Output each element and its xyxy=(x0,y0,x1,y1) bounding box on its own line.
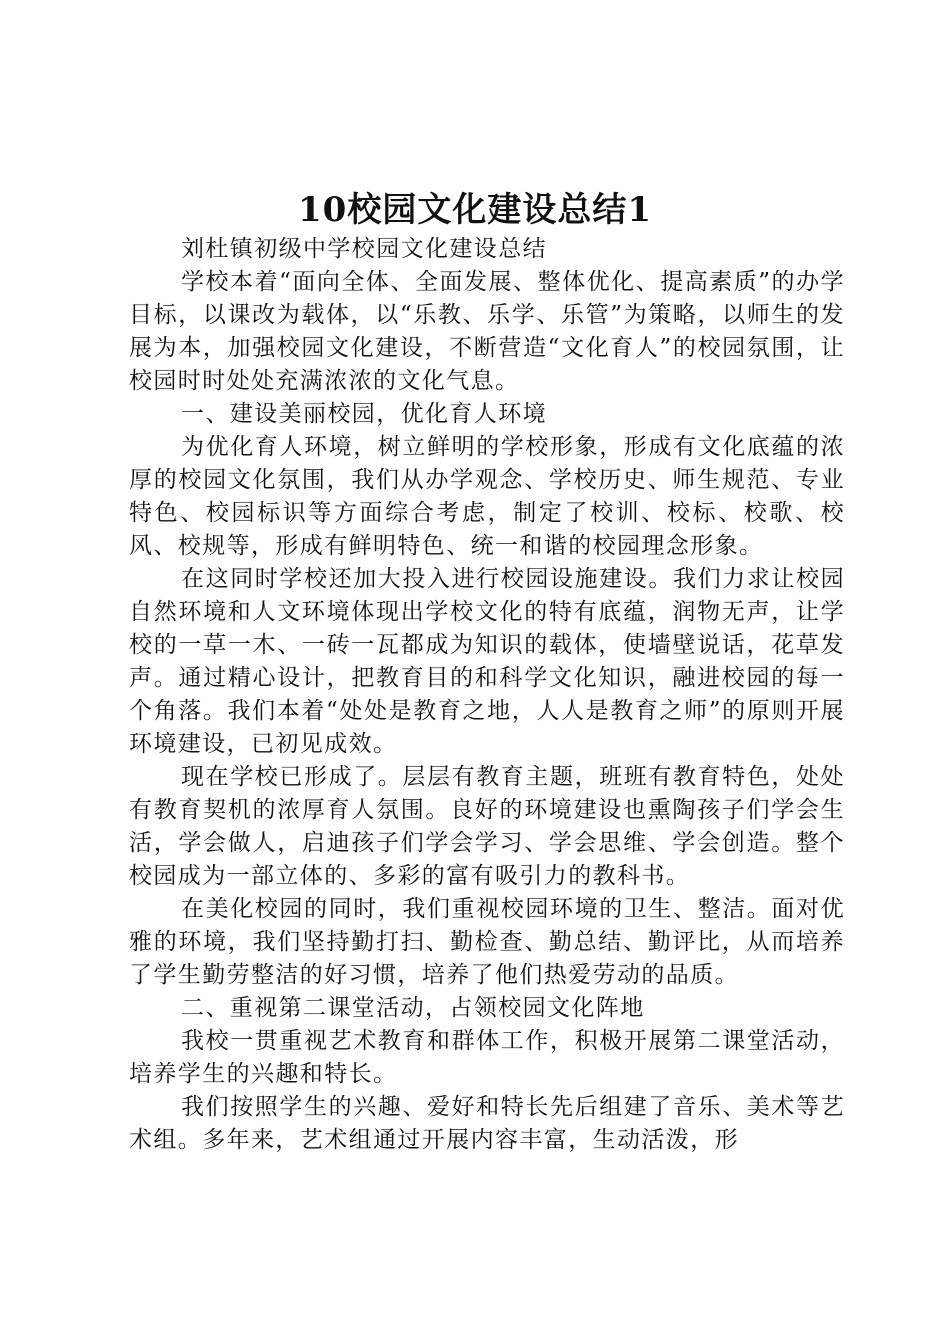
paragraph-subtitle: 刘杜镇初级中学校园文化建设总结 xyxy=(181,236,547,262)
paragraph-intro: 学校本着“面向全体、全面发展、整体优化、提高素质”的办学目标，以课改为载体，以“乐教、乐学、乐管”为策略，以师生的发展为本，加强校园文化建设，不断营造“文化育人”的校园氛围，让校园时时处处充满浓浓的文化气息。 xyxy=(129,269,845,394)
section-heading-2: 二、重视第二课堂活动，占领校园文化阵地 xyxy=(181,995,645,1021)
paragraph: 在美化校园的同时，我们重视校园环境的卫生、整洁。面对优雅的环境，我们坚持勤打扫、勤检查、勤总结、勤评比，从而培养了学生勤劳整洁的好习惯，培养了他们热爱劳动的品质。 xyxy=(129,896,845,988)
paragraph: 在这同时学校还加大投入进行校园设施建设。我们力求让校园自然环境和人文环境体现出学校文化的特有底蕴，润物无声，让学校的一草一木、一砖一瓦都成为知识的载体，使墙壁说话，花草发声。通过精心设计，把教育目的和科学文化知识，融进校园的每一个角落。我们本着“处处是教育之地，人人是教育之师”的原则开展环境建设，已初见成效。 xyxy=(129,566,845,757)
paragraph: 现在学校已形成了。层层有教育主题，班班有教育特色，处处有教育契机的浓厚育人氛围。良好的环境建设也熏陶孩子们学会生活，学会做人，启迪孩子们学会学习、学会思维、学会创造。整个校园成为一部立体的、多彩的富有吸引力的教科书。 xyxy=(129,764,845,889)
paragraph: 我们按照学生的兴趣、爱好和特长先后组建了音乐、美术等艺术组。多年来，艺术组通过开展内容丰富，生动活泼，形 xyxy=(129,1094,845,1153)
document-title: 10校园文化建设总结1 xyxy=(298,190,652,230)
paragraph: 为优化育人环境，树立鲜明的学校形象，形成有文化底蕴的浓厚的校园文化氛围，我们从办学观念、学校历史、师生规范、专业特色、校园标识等方面综合考虑，制定了校训、校标、校歌、校风、校规等，形成有鲜明特色、统一和谐的校园理念形象。 xyxy=(129,434,845,559)
section-heading-1: 一、建设美丽校园，优化育人环境 xyxy=(181,401,547,427)
document-body xyxy=(129,233,845,1157)
paragraph: 我校一贯重视艺术教育和群体工作，积极开展第二课堂活动，培养学生的兴趣和特长。 xyxy=(129,1028,845,1087)
